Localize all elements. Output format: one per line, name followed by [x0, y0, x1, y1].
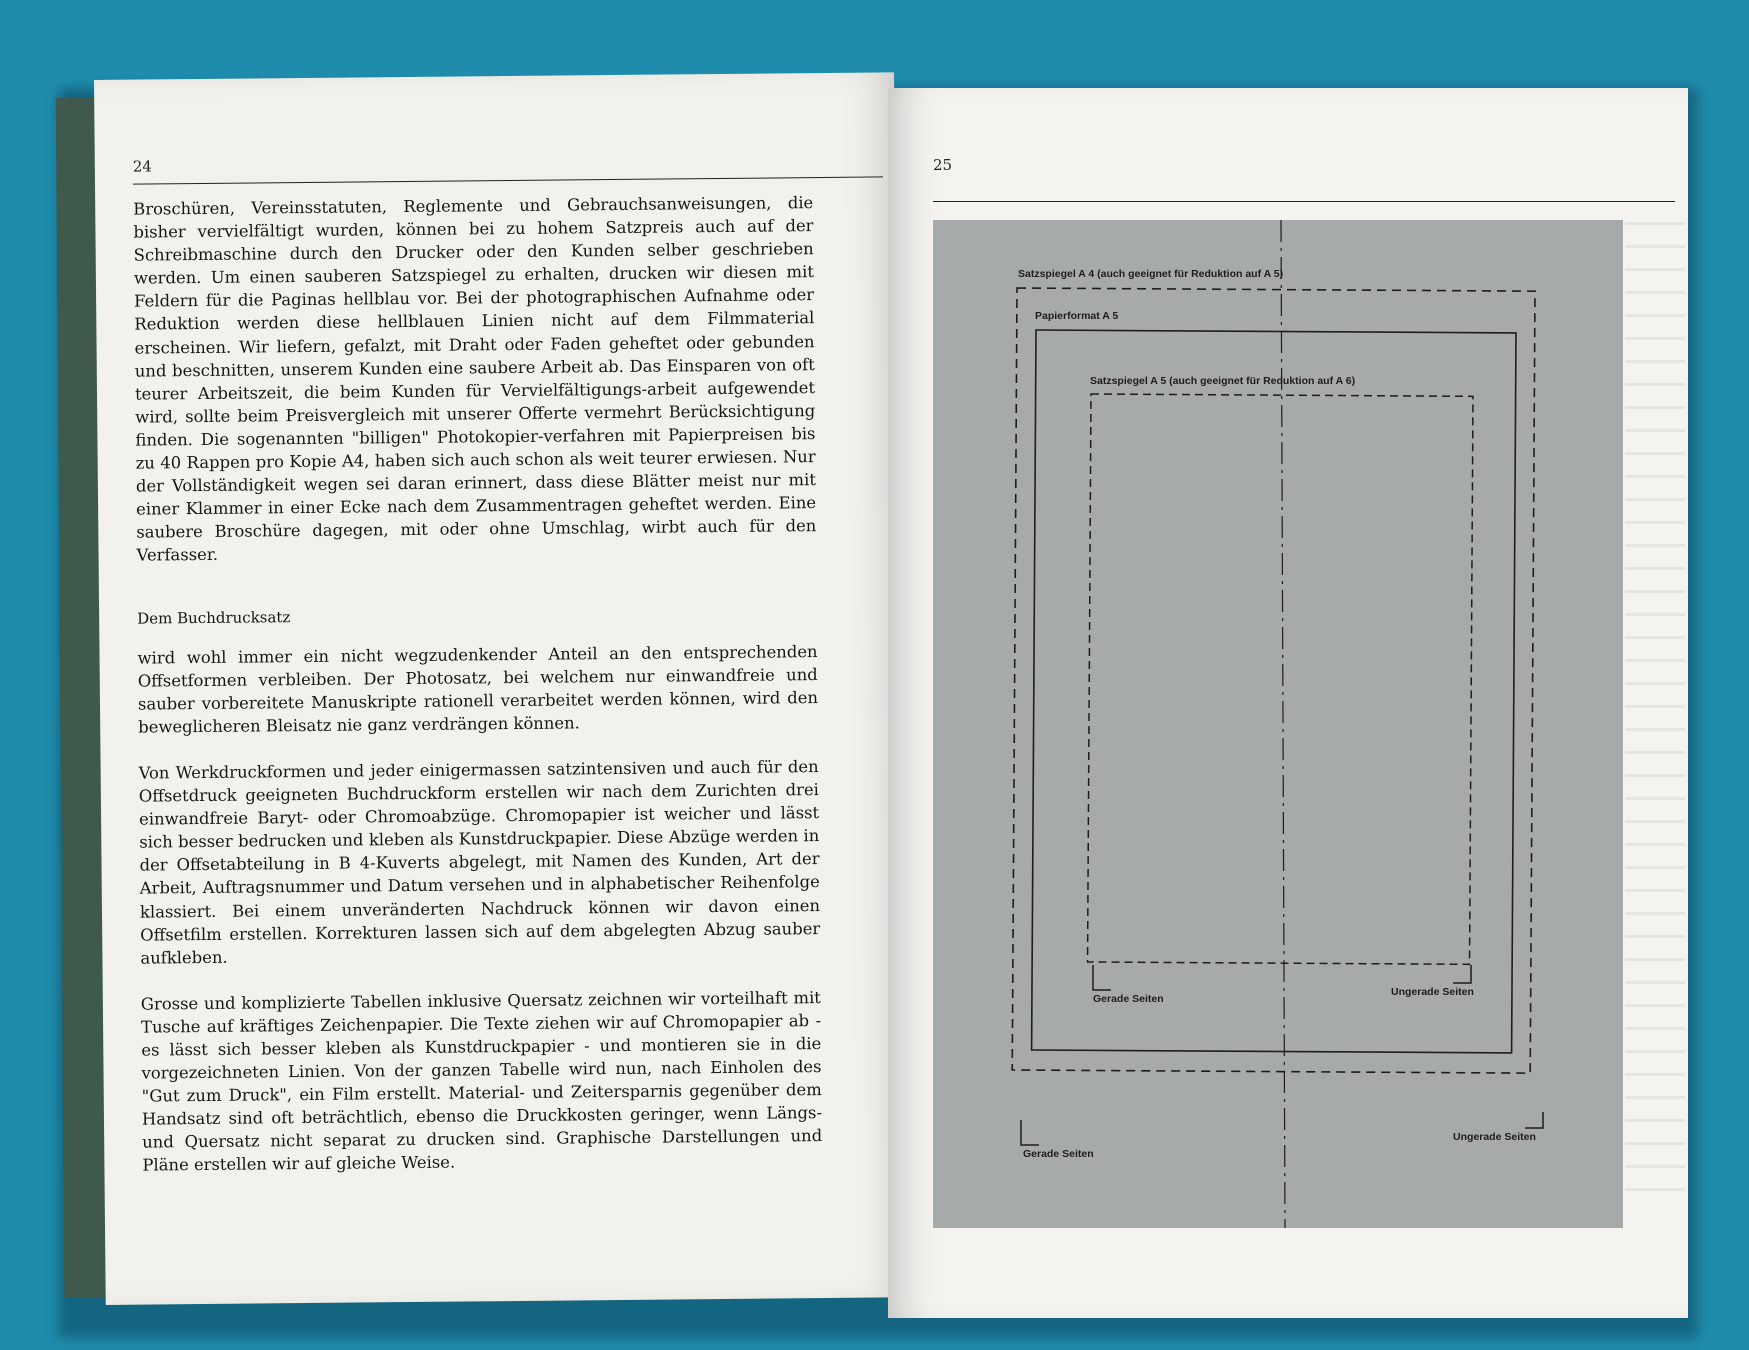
paragraph: Broschüren, Vereinsstatuten, Reglemente und Gebrauchsanweisungen, die bisher vervielfältigt wurden, können bei zu hohem Satzpreis auch auf der Schreibmaschine durch den Drucker oder den Kunden selber geschrieben werden. Um einen sauberen Satzspiegel zu erhalten, drucken wir diesen mit Feldern für die Paginas hellblau vor. Bei der photographischen Aufnahme oder Reduktion werden diese hellblauen Linien nicht auf dem Filmmaterial erscheinen. Wir liefern, gefalzt, mit Draht oder Faden geheftet oder gebunden und beschnitten, unserem Kunden eine saubere Arbeit ab. Das Einsparen von oft teurer Arbeitszeit, die beim Kunden für Vervielfältigungs-arbeit aufgewendet wird, sollte beim Preisvergleich mit unserer Offerte vermehrt Berücksichtigung finden. Die sogenannten "billigen" Photokopier-verfahren mit Papierpreisen bis zu 40 Rappen pro Kopie A4, haben sich auch schon als weit teurer erwiesen. Nur der Vollständigkeit wegen sei daran erinnert, dass diese Blätter meist nur mit einer Klammer in einer Ecke nach dem Zusammentragen geheftet werden. Eine saubere Broschüre dagegen, mit oder ohne Umschlag, wirbt auch für den Verfasser.	[133, 193, 817, 566]
layout-diagram	[933, 220, 1623, 1228]
label-inner-gerade-seiten: Gerade Seiten	[1093, 993, 1164, 1005]
right-page	[888, 88, 1688, 1318]
show-through-text	[1625, 206, 1685, 1206]
label-outer-gerade-seiten: Gerade Seiten	[1023, 1148, 1094, 1160]
label-inner-ungerade-seiten: Ungerade Seiten	[1391, 986, 1474, 998]
paragraph: wird wohl immer ein nicht wegzudenkender Anteil an den entsprechenden Offsetformen verbleiben. Der Photosatz, bei welchem nur einwandfreie und sauber vorbereitete Manuskripte rationell verarbeitet werden können, wird den beweglicheren Bleisatz nie ganz verdrängen können.	[137, 641, 819, 737]
section-heading: Dem Buchdrucksatz	[137, 607, 291, 628]
header-rule-right	[933, 201, 1675, 202]
diagram-lines	[933, 220, 1623, 1228]
label-papierformat-a5: Papierformat A 5	[1035, 310, 1119, 322]
left-page	[94, 72, 906, 1305]
left-page-text	[133, 191, 823, 1200]
label-satzspiegel-a5: Satzspiegel A 5 (auch geeignet für Reduktion auf A 6)	[1090, 375, 1356, 387]
paragraph: Von Werkdruckformen und jeder einigermassen satzintensiven und auch für den Offsetdruck geeigneten Buchdruckform erstellen wir nach dem Zurichten drei einwandfreie Baryt- oder Chromoabzüge. Chromopapier ist weicher und lässt sich besser bedrucken und kleben als Kunstdruckpapier. Diese Abzüge werden in der Offsetabteilung in B 4-Kuverts abgelegt, mit Namen des Kunden, Art der Arbeit, Auftragsnummer und Datum versehen und in alphabetischer Reihenfolge klassiert. Bei einem unveränderten Nachdruck können wir davon einen Offsetfilm erstellen. Korrekturen lassen sich auf dem abgelegten Abzug sauber aufkleben.	[138, 757, 821, 968]
header-rule-left	[133, 176, 883, 184]
paragraph: Grosse und komplizierte Tabellen inklusive Quersatz zeichnen wir vorteilhaft mit Tusche auf kräftiges Zeichenpapier. Die Texte ziehen wir auf Chromopapier ab - es lässt sich besser kleben als Kunstdruckpapier - und montieren sie in die vorgezeichneten Linien. Von der ganzen Tabelle wird nun, nach Einholen des "Gut zum Druck", ein Film erstellt. Material- und Zeitersparnis gegenüber dem Handsatz sind oft beträchtlich, ebenso die Druckkosten geringer, wenn Längs- und Quersatz nicht separat zu drucken sind. Graphische Darstellungen und Pläne erstellen wir auf gleiche Weise.	[140, 987, 823, 1176]
label-satzspiegel-a4: Satzspiegel A 4 (auch geeignet für Reduktion auf A 5)	[1018, 268, 1284, 280]
page-number-right: 25	[933, 156, 953, 174]
label-outer-ungerade-seiten: Ungerade Seiten	[1453, 1131, 1536, 1143]
page-number-left: 24	[132, 157, 153, 176]
